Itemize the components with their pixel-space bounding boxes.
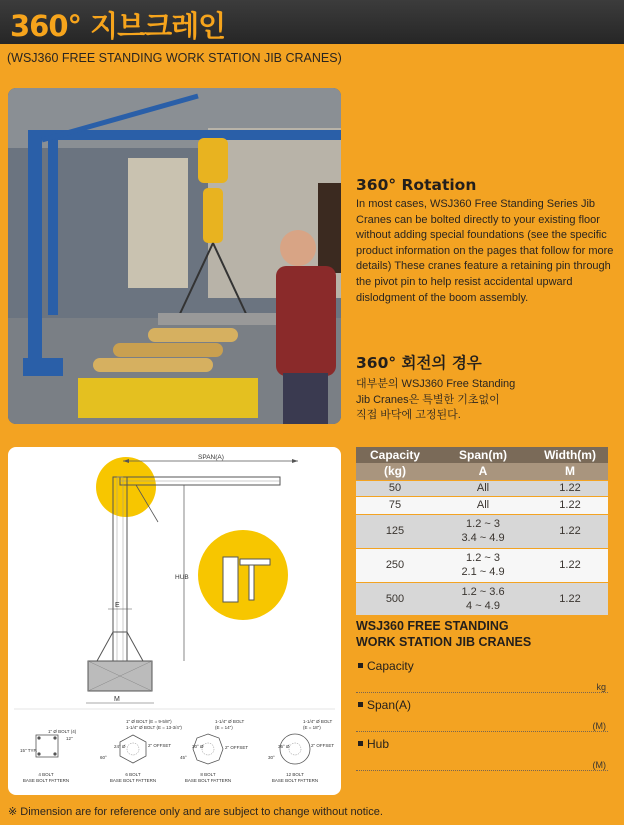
product-photo <box>8 88 341 424</box>
table-row <box>356 514 608 548</box>
capacity-field[interactable] <box>356 659 608 691</box>
subheader-span: A <box>434 463 532 480</box>
hub-label-field <box>358 737 389 751</box>
pattern-6-note1: 1" Ø BOLT (E = 9-5/8") <box>126 719 172 724</box>
korean-heading: 360° 회전의 경우 <box>356 354 482 372</box>
pattern-8-angle: 30° Ø <box>192 744 204 749</box>
hub-input-line[interactable] <box>356 770 608 771</box>
spec-form-title <box>356 619 616 650</box>
subheader-capacity: (kg) <box>356 463 434 480</box>
cell-capacity: 125 <box>356 514 434 548</box>
cell-width: 1.22 <box>532 548 608 582</box>
pattern-12-note2: (E = 18") <box>303 725 321 730</box>
pattern-8-caption2: BASE BOLT PATTERN <box>184 778 232 783</box>
pattern-6-deg: 60° <box>100 755 107 760</box>
cell-capacity: 50 <box>356 480 434 496</box>
span-label <box>358 698 411 712</box>
korean-line-2: Jib Cranes은 특별한 기초없이 <box>356 393 500 406</box>
header-capacity: Capacity <box>356 447 434 463</box>
table-header-row <box>356 447 608 463</box>
header-width: Width(m) <box>532 447 608 463</box>
pattern-8-offset: 2" OFFSET <box>225 745 249 750</box>
cell-capacity: 500 <box>356 582 434 615</box>
pattern-6-angle: 24° Ø <box>114 744 126 749</box>
header-bar <box>0 0 624 44</box>
pattern-12-angle: 36° Ø <box>278 744 290 749</box>
cell-span <box>434 548 532 582</box>
page-subtitle: (WSJ360 FREE STANDING WORK STATION JIB CRANES) <box>7 51 342 65</box>
bullet-icon <box>358 702 363 707</box>
m-label: M <box>114 696 120 703</box>
cell-span: All <box>434 496 532 514</box>
capacity-input-line[interactable] <box>356 692 608 693</box>
cell-span-line2: 3.4 ~ 4.9 <box>461 532 505 544</box>
bullet-icon <box>358 741 363 746</box>
span-input-line[interactable] <box>356 731 608 732</box>
pattern-4-note3: 15" TYP. <box>20 748 38 753</box>
pattern-12-offset: 2" OFFSET <box>311 743 335 748</box>
spec-form-title-line2: WORK STATION JIB CRANES <box>356 634 532 649</box>
subheader-width: M <box>532 463 608 480</box>
header-span: Span(m) <box>434 447 532 463</box>
pattern-8-deg: 45° <box>180 755 187 760</box>
table-row <box>356 480 608 496</box>
cell-span-line1: 1.2 ~ 3 <box>466 552 500 564</box>
cell-span <box>434 582 532 615</box>
detail-highlight <box>198 530 288 620</box>
spec-table <box>356 447 608 615</box>
pattern-12-caption2: BASE BOLT PATTERN <box>271 778 319 783</box>
span-field[interactable] <box>356 698 608 730</box>
spec-form-title-line1: WSJ360 FREE STANDING <box>356 619 509 633</box>
pattern-8-note1: 1-1/4" Ø BOLT <box>215 719 245 724</box>
table-row <box>356 496 608 514</box>
cell-span-line2: 4 ~ 4.9 <box>466 599 500 612</box>
korean-paragraph <box>356 377 618 424</box>
cell-capacity: 75 <box>356 496 434 514</box>
hub-label: HUB <box>175 574 189 581</box>
cell-width: 1.22 <box>532 480 608 496</box>
e-label: E <box>115 602 120 609</box>
hub-unit: (M) <box>592 760 606 770</box>
pattern-8-caption1: 8 BOLT <box>200 772 216 777</box>
pattern-4-note2: 12" <box>66 736 73 741</box>
cell-span: All <box>434 480 532 496</box>
cell-span-line2: 2.1 ~ 4.9 <box>461 566 505 578</box>
page-title: 360° 지브크레인 <box>10 9 226 43</box>
table-subheader-row <box>356 463 608 480</box>
span-unit: (M) <box>592 721 606 731</box>
pivot-highlight <box>96 457 156 517</box>
pattern-6-offset: 2" OFFSET <box>148 743 172 748</box>
span-label-text: Span(A) <box>367 698 412 712</box>
rotation-heading: 360° Rotation <box>356 176 477 194</box>
korean-line-1: 대부분의 WSJ360 Free Standing <box>356 378 516 390</box>
korean-line-3: 직접 바닥에 고정된다. <box>356 409 461 422</box>
cell-width: 1.22 <box>532 496 608 514</box>
pattern-12-note1: 1-1/4" Ø BOLT <box>303 719 333 724</box>
pattern-6-caption2: BASE BOLT PATTERN <box>109 778 157 783</box>
pattern-12-deg: 30° <box>268 755 275 760</box>
cell-span <box>434 514 532 548</box>
cell-span-line1: 1.2 ~ 3 <box>466 518 500 530</box>
cell-capacity: 250 <box>356 548 434 582</box>
technical-drawing <box>8 447 341 795</box>
span-label: SPAN(A) <box>198 454 224 461</box>
cell-width: 1.22 <box>532 582 608 615</box>
pattern-6-caption1: 6 BOLT <box>125 772 141 777</box>
capacity-label-text: Capacity <box>367 659 414 673</box>
table-row <box>356 582 608 615</box>
rotation-paragraph: In most cases, WSJ360 Free Standing Series Jib Cranes can be bolted directly to your existing floor without adding special foundations (see the specific product information on the pages that follow for more details) These cranes feature a retaining pin through the pivot pin to help resist accidental upward dislodgment of the boom assembly. <box>356 198 614 304</box>
pattern-4-note1: 1" Ø BOLT (4) <box>48 729 77 734</box>
pattern-4-caption1: 4 BOLT <box>38 772 54 777</box>
cell-span-line1: 1.2 ~ 3.6 <box>461 585 505 598</box>
pattern-12-caption1: 12 BOLT <box>286 772 304 777</box>
pattern-8-note2: (E = 14") <box>215 725 233 730</box>
capacity-label <box>358 659 414 673</box>
footnote: ※ Dimension are for reference only and are subject to change without notice. <box>8 806 383 818</box>
pattern-6-note2: 1-1/4" Ø BOLT (E = 13-3/4") <box>126 725 182 730</box>
bullet-icon <box>358 663 363 668</box>
cell-width: 1.22 <box>532 514 608 548</box>
hub-label-text: Hub <box>367 737 390 751</box>
pattern-4-caption2: BASE BOLT PATTERN <box>22 778 70 783</box>
table-row <box>356 548 608 582</box>
hub-field[interactable] <box>356 737 608 769</box>
capacity-unit: kg <box>596 682 606 692</box>
